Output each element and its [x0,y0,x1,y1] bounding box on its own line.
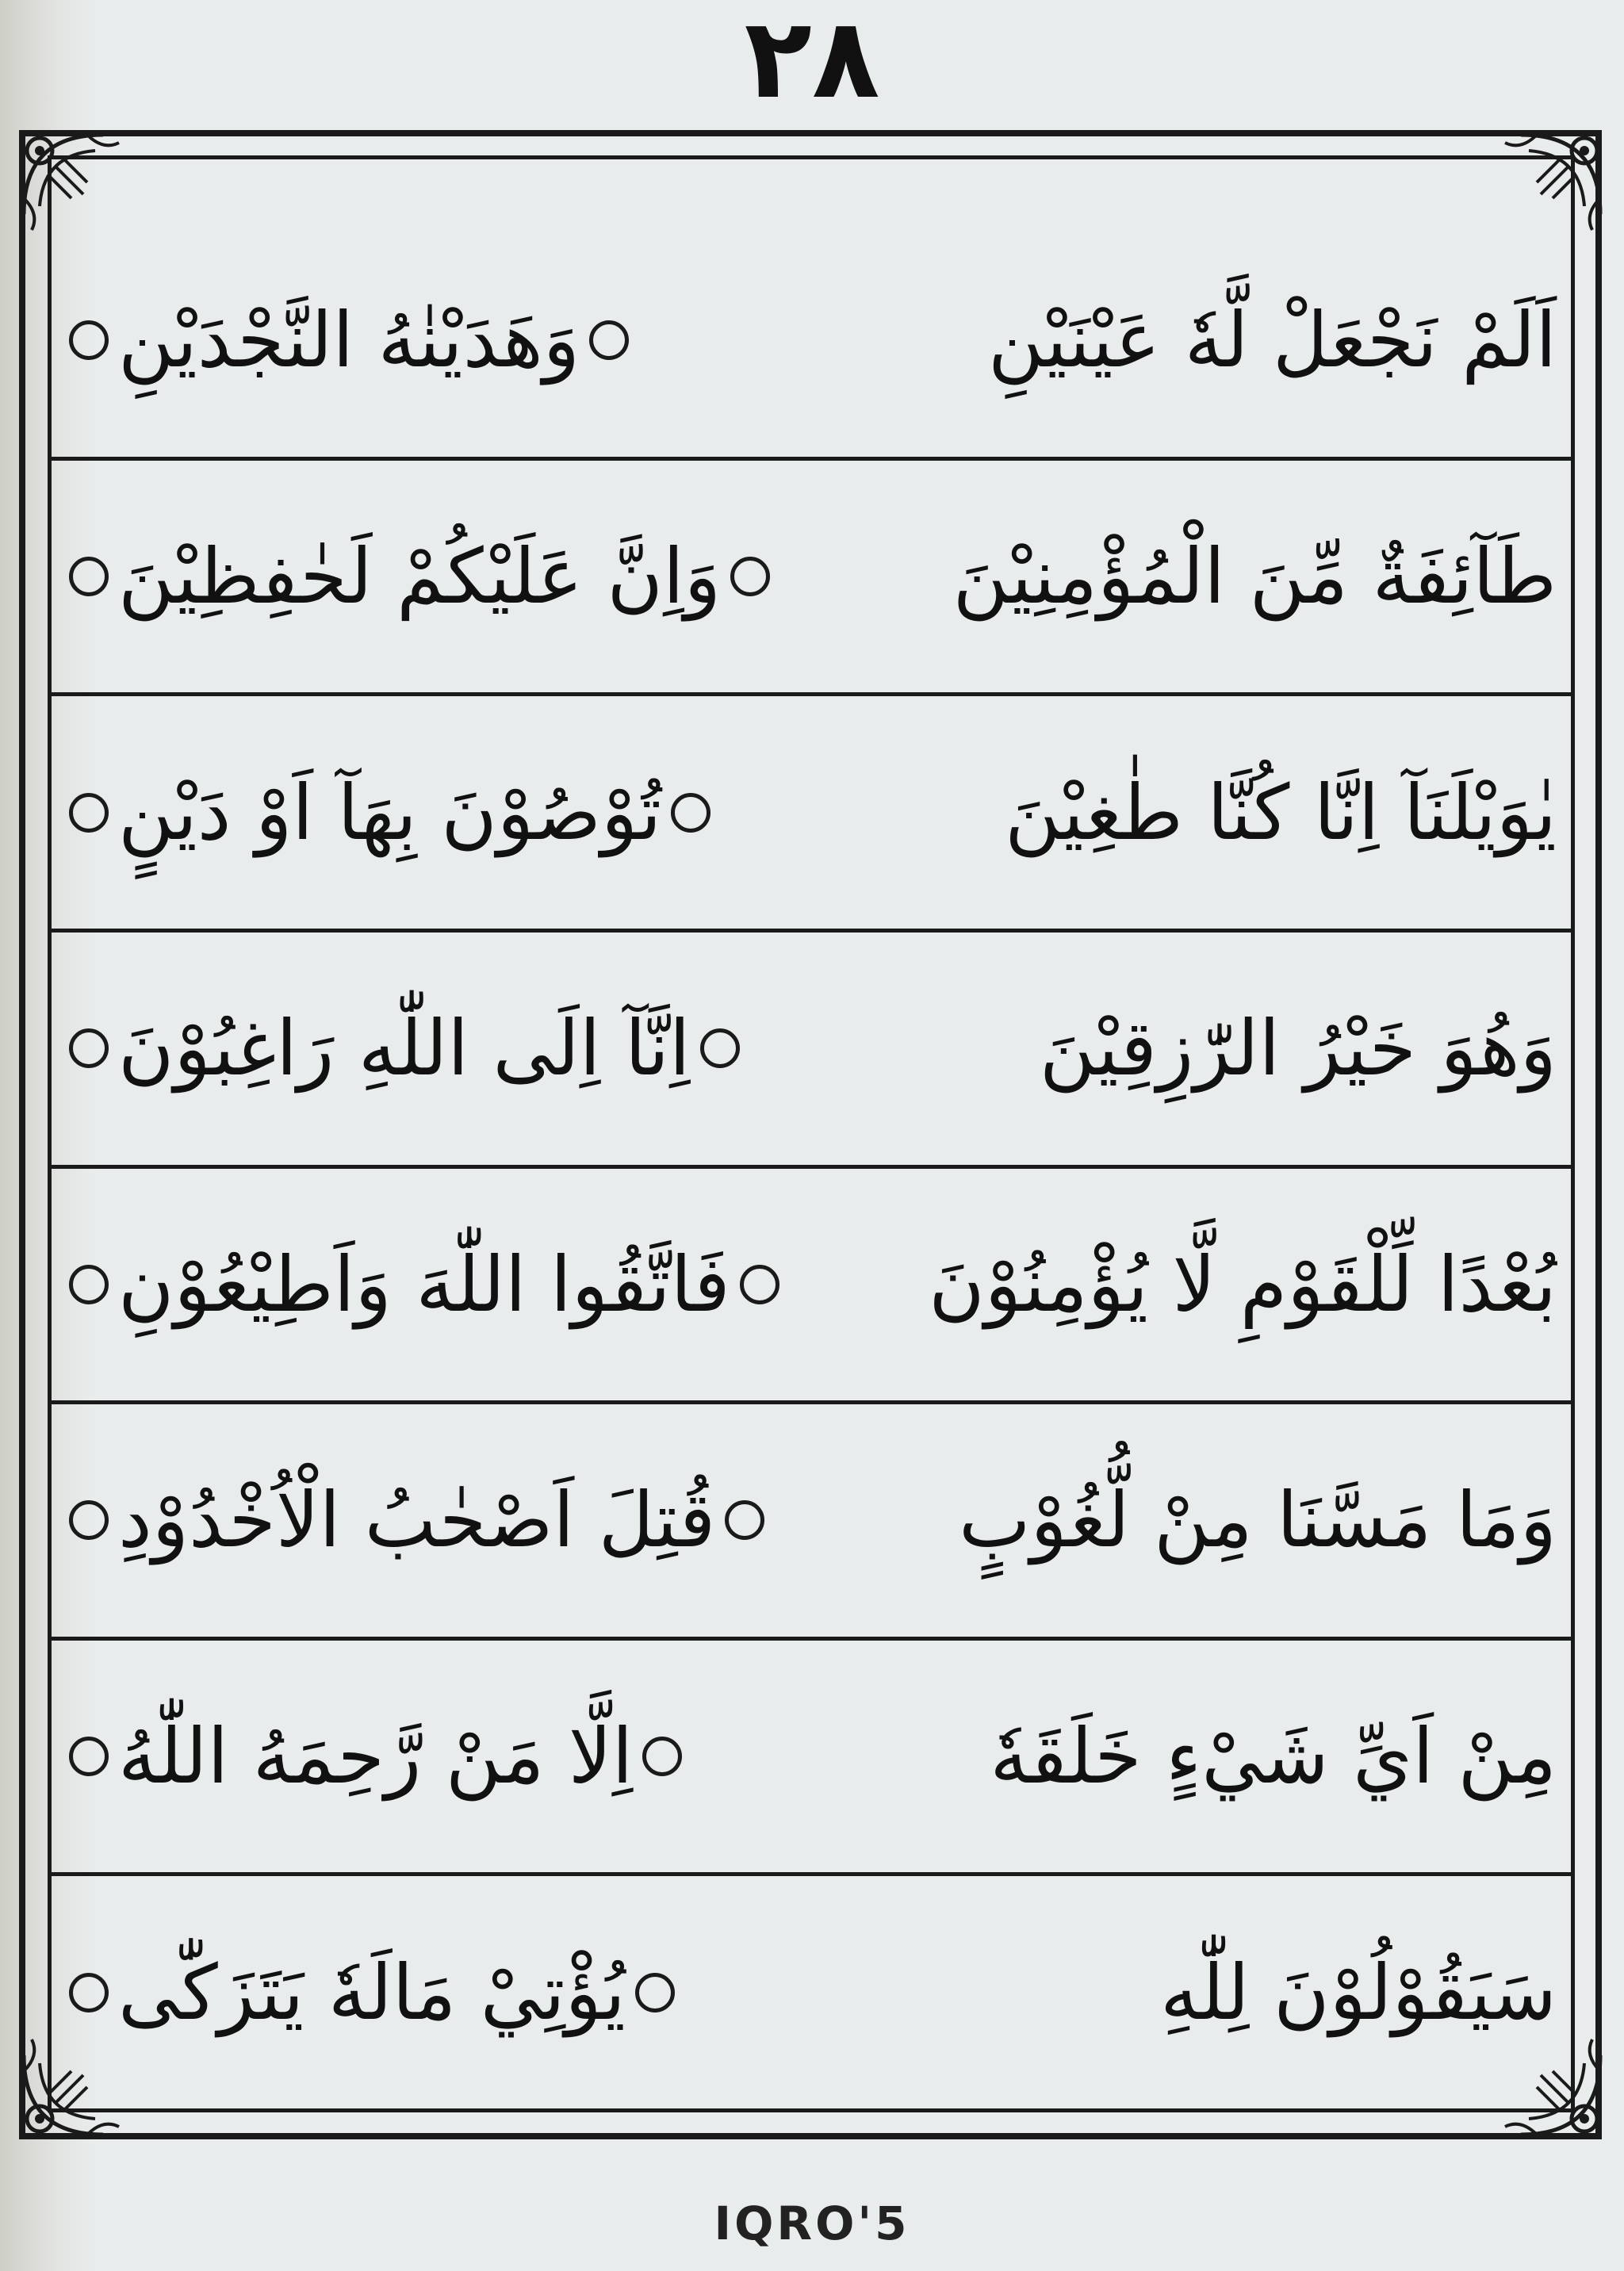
verse-end-marker-icon [69,1500,109,1540]
verse-text-left: تُوْصُوْنَ بِهَآ اَوْ دَيْنٍ [118,768,662,857]
verse-group-left [59,1712,691,1802]
verse-text-right: اَلَمْ نَجْعَلْ لَّهٗ عَيْنَيْنِ [987,296,1557,385]
verse-end-marker-icon [740,1265,779,1304]
verse-group-left [59,1476,774,1565]
verse-text-right: يٰوَيْلَنَآ اِنَّا كُنَّا طٰغِيْنَ [1005,768,1557,857]
verse-end-marker-icon [589,320,629,360]
page-number: ٢٨ [744,0,880,124]
verse-end-marker-icon [671,793,710,833]
verse-group-left [59,531,779,621]
verse-text-left: يُؤْتِيْ مَالَهٗ يَتَزَكّٰى [118,1947,626,2037]
verse-text-right: وَهُوَ خَيْرُ الرّٰزِقِيْنَ [1039,1004,1557,1093]
verse-row [52,1637,1571,1873]
verse-group-left [59,296,638,385]
verse-row [52,457,1571,693]
verse-table [52,224,1571,2108]
verse-text-left: اِلَّا مَنْ رَّحِمَهُ اللّٰهُ [118,1712,634,1802]
corner-ornament-icon [8,119,127,238]
verse-end-marker-icon [69,1973,109,2012]
verse-row [52,224,1571,457]
verse-text-right: مِنْ اَيِّ شَيْءٍ خَلَقَهٗ [990,1712,1557,1802]
verse-text-left: اِنَّآ اِلَى اللّٰهِ رَاغِبُوْنَ [118,1004,691,1093]
verse-text-left: وَهَدَيْنٰهُ النَّجْدَيْنِ [118,296,580,385]
verse-end-marker-icon [69,320,109,360]
verse-text-right: بُعْدًا لِّلْقَوْمِ لَّا يُؤْمِنُوْنَ [929,1239,1557,1329]
verse-text-left: قُتِلَ اَصْحٰبُ الْاُخْدُوْدِ [118,1476,716,1565]
verse-row [52,929,1571,1165]
corner-ornament-icon [1497,119,1616,238]
verse-row [52,1872,1571,2108]
verse-end-marker-icon [700,1028,740,1068]
verse-end-marker-icon [725,1500,764,1540]
verse-text-right: وَمَا مَسَّنَا مِنْ لُّغُوْبٍ [959,1476,1557,1565]
verse-end-marker-icon [69,1265,109,1304]
verse-row [52,1400,1571,1637]
verse-text-left: فَاتَّقُوا اللّٰهَ وَاَطِيْعُوْنِ [118,1239,730,1329]
verse-text-left: وَاِنَّ عَلَيْكُمْ لَحٰفِظِيْنَ [118,531,722,621]
verse-end-marker-icon [69,793,109,833]
footer-book-label: IQRO'5 [714,2196,910,2250]
verse-group-left [59,768,720,857]
verse-row [52,1165,1571,1401]
verse-end-marker-icon [642,1737,682,1776]
verse-group-left [59,1947,684,2037]
verse-end-marker-icon [69,557,109,596]
verse-text-right: طَآئِفَةٌ مِّنَ الْمُؤْمِنِيْنَ [952,531,1557,621]
verse-text-right: سَيَقُوْلُوْنَ لِلّٰهِ [1160,1947,1557,2037]
verse-row [52,692,1571,929]
verse-end-marker-icon [69,1737,109,1776]
verse-group-left [59,1239,789,1329]
verse-end-marker-icon [69,1028,109,1068]
verse-end-marker-icon [730,557,770,596]
verse-end-marker-icon [635,1973,675,2012]
verse-group-left [59,1004,749,1093]
